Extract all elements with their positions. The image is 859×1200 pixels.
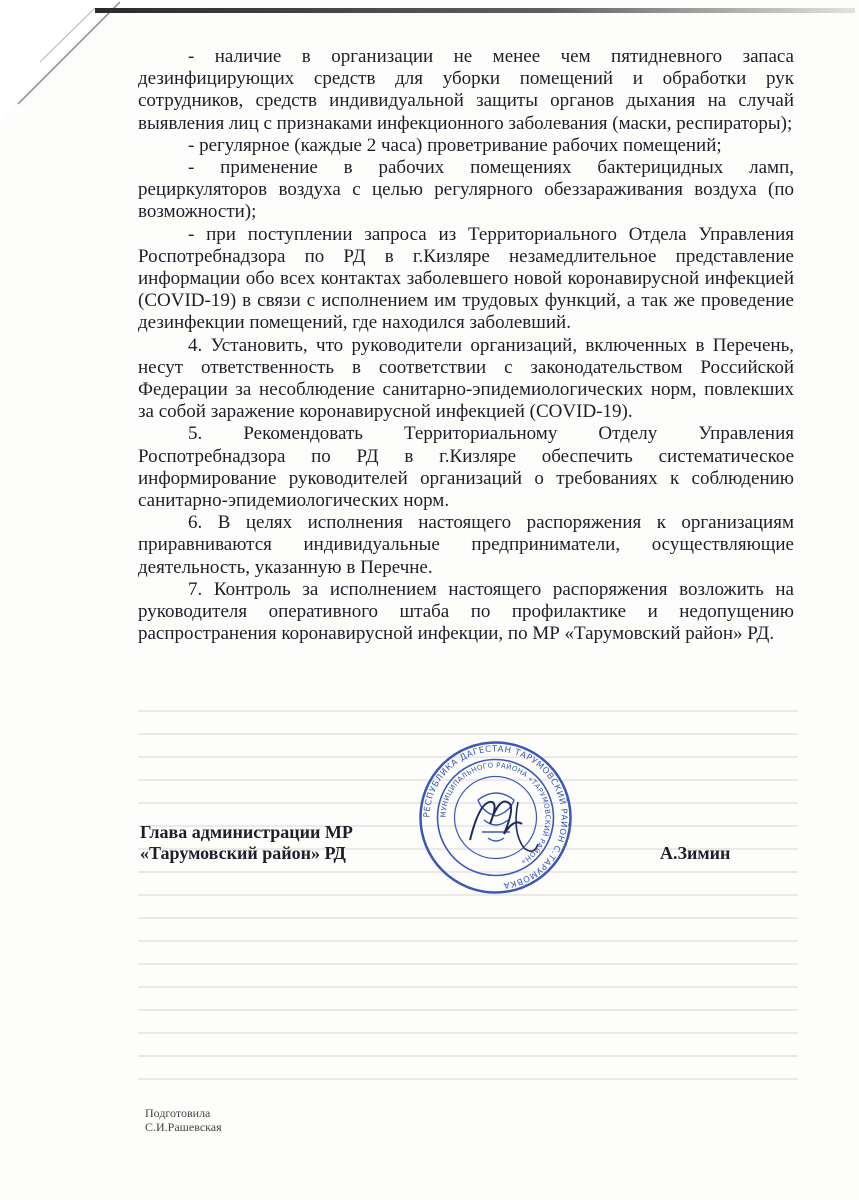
signatory-name: А.Зимин [660,843,731,863]
signatory-title-line-2: «Тарумовский район» РД [140,843,346,863]
prepared-label: Подготовила [145,1106,211,1120]
paragraph-item-7: 7. Контроль за исполнением настоящего распоряжения возложить на руководителя оперативного штаба по профилактике и недопущению распространения коронавирусной инфекции, по МР «Тарумовский район» РД. [138,578,794,645]
prepared-by-note [145,1106,222,1134]
signatory-title-line-1: Глава администрации МР [140,822,353,842]
scan-fold-corner [0,0,120,120]
paragraph-bactericidal-lamps: - применение в рабочих помещениях бактерицидных ламп, рециркуляторов воздуха с целью регулярного обеззараживания воздуха (по возможности); [138,157,794,223]
stamp-outer-text: РЕСПУБЛИКА ДАГЕСТАН ТАРУМОВСКИЙ РАЙОН С.ТАРУМОВКА [422,744,569,891]
paragraph-ventilation: - регулярное (каждые 2 часа) проветривание рабочих помещений; [188,134,722,156]
paragraph-disinfectant-supply: - наличие в организации не менее чем пятидневного запаса дезинфицирующих средств для уборки помещений и обработки рук сотрудников, средств индивидуальной защиты органов дыхания на случай выявления лиц с признаками инфекционного заболевания (маски, респираторы); [138,46,794,134]
scan-top-edge [95,8,855,13]
signatory-title [140,822,353,864]
paragraph-item-4: 4. Установить, что руководители организаций, включенных в Перечень, несут ответственность в соответствии с законодательством Российской Федерации за несоблюдение санитарно-эпидемиологических норм, повлекших за собой заражение коронавирусной инфекцией (COVID-19). [138,334,794,423]
document-body [138,46,794,645]
paragraph-item-5: 5. Рекомендовать Территориальному Отделу Управления Роспотребнадзора по РД в г.Кизляре обеспечить систематическое информирование руководителей организаций о требованиях к соблюдению санитарно-эпидемиологических норм. [138,423,794,512]
paragraph-item-6: 6. В целях исполнения настоящего распоряжения к организациям приравниваются индивидуальные предприниматели, осуществляющие деятельность, указанную в Перечне. [138,512,794,578]
stamp-inner-text: МУНИЦИПАЛЬНОГО РАЙОНА «ТАРУМОВСКИЙ РАЙОН» [439,761,552,866]
paragraph-contact-information: - при поступлении запроса из Территориального Отдела Управления Роспотребнадзора по РД в г.Кизляре незамедлительное представление информации обо всех контактах заболевшего новой коронавирусной инфекцией (COVID-19) в связи с исполнением им трудовых функций, а так же проведение дезинфекции помещений, где находился заболевший. [138,223,794,334]
official-seal-stamp [418,740,573,895]
prepared-by-name: С.И.Рашевская [145,1120,222,1134]
